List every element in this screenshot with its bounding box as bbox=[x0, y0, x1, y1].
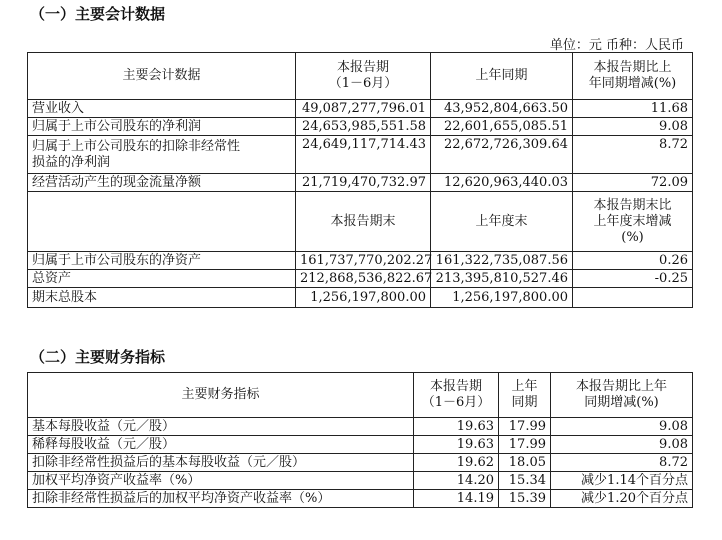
cell-change: 11.68 bbox=[573, 100, 693, 118]
header-cell: 上年同期 bbox=[431, 53, 573, 100]
header-cell bbox=[573, 192, 693, 252]
header-text: （1－6月） bbox=[328, 76, 398, 91]
header-cell bbox=[499, 373, 551, 418]
table-header-row bbox=[28, 53, 693, 100]
row-label: 归属于上市公司股东的净利润 bbox=[28, 118, 296, 136]
row-label-line: 归属于上市公司股东的扣除非经常性 bbox=[32, 138, 241, 154]
cell-current: 24,653,985,551.58 bbox=[296, 118, 431, 136]
cell-current: 49,087,277,796.01 bbox=[296, 100, 431, 118]
cell-current: 212,868,536,822.67 bbox=[296, 270, 431, 288]
row-label-line: 损益的净利润 bbox=[32, 154, 111, 170]
cell-change bbox=[573, 288, 693, 308]
header-text: (%) bbox=[621, 229, 644, 245]
header-text: 上年度末增减 bbox=[593, 213, 672, 229]
table-header-row bbox=[28, 192, 693, 252]
cell-prior: 17.99 bbox=[499, 436, 551, 454]
table-row bbox=[28, 136, 693, 174]
cell-change: 72.09 bbox=[573, 174, 693, 192]
cell-prior: 18.05 bbox=[499, 454, 551, 472]
table-header-row bbox=[28, 373, 693, 418]
row-label: 总资产 bbox=[28, 270, 296, 288]
cell-prior: 15.39 bbox=[499, 490, 551, 508]
header-cell bbox=[296, 53, 431, 100]
row-label bbox=[28, 136, 296, 174]
row-label: 基本每股收益（元／股） bbox=[28, 418, 414, 436]
header-cell-empty bbox=[28, 192, 296, 252]
header-text: 上年 bbox=[511, 379, 538, 394]
table-row bbox=[28, 454, 693, 472]
table-row bbox=[28, 270, 693, 288]
cell-prior: 22,672,726,309.64 bbox=[431, 136, 573, 174]
cell-prior: 1,256,197,800.00 bbox=[431, 288, 573, 308]
header-text: 同期 bbox=[511, 395, 538, 410]
cell-current: 1,256,197,800.00 bbox=[296, 288, 431, 308]
cell-current: 161,737,770,202.27 bbox=[296, 252, 431, 270]
header-cell: 主要财务指标 bbox=[28, 373, 414, 418]
header-text: 本报告期比上 bbox=[593, 60, 672, 75]
row-label: 营业收入 bbox=[28, 100, 296, 118]
header-text: （1－6月） bbox=[421, 395, 491, 410]
table-row bbox=[28, 118, 693, 136]
row-label: 归属于上市公司股东的净资产 bbox=[28, 252, 296, 270]
header-text: 同期增减(%) bbox=[584, 395, 659, 410]
row-label: 扣除非经常性损益后的加权平均净资产收益率（%） bbox=[28, 490, 414, 508]
table-row bbox=[28, 100, 693, 118]
table-row bbox=[28, 174, 693, 192]
unit-currency-label: 单位：元 币种：人民币 bbox=[549, 38, 684, 53]
header-text: 本报告期比上年 bbox=[575, 379, 667, 394]
section-title-accounting: （一）主要会计数据 bbox=[30, 5, 166, 23]
row-label: 稀释每股收益（元／股） bbox=[28, 436, 414, 454]
cell-prior: 161,322,735,087.56 bbox=[431, 252, 573, 270]
cell-change: 8.72 bbox=[551, 454, 693, 472]
financial-indicators-table bbox=[27, 372, 693, 508]
accounting-data-table bbox=[27, 52, 693, 308]
cell-change: 9.08 bbox=[551, 436, 693, 454]
cell-prior: 213,395,810,527.46 bbox=[431, 270, 573, 288]
cell-prior: 15.34 bbox=[499, 472, 551, 490]
table-row bbox=[28, 418, 693, 436]
cell-change: 减少1.20个百分点 bbox=[551, 490, 693, 508]
cell-change: 9.08 bbox=[573, 118, 693, 136]
cell-current: 19.63 bbox=[414, 418, 499, 436]
header-cell: 主要会计数据 bbox=[28, 53, 296, 100]
table-row bbox=[28, 288, 693, 308]
cell-current: 19.62 bbox=[414, 454, 499, 472]
cell-current: 24,649,117,714.43 bbox=[296, 136, 431, 174]
header-cell: 本报告期末 bbox=[296, 192, 431, 252]
cell-current: 19.63 bbox=[414, 436, 499, 454]
cell-current: 21,719,470,732.97 bbox=[296, 174, 431, 192]
table-row bbox=[28, 252, 693, 270]
cell-change: -0.25 bbox=[573, 270, 693, 288]
cell-prior: 12,620,963,440.03 bbox=[431, 174, 573, 192]
table-row bbox=[28, 436, 693, 454]
cell-change: 9.08 bbox=[551, 418, 693, 436]
cell-change: 减少1.14个百分点 bbox=[551, 472, 693, 490]
header-cell: 上年度末 bbox=[431, 192, 573, 252]
header-cell bbox=[573, 53, 693, 100]
cell-current: 14.19 bbox=[414, 490, 499, 508]
header-text: 本报告期 bbox=[336, 60, 389, 75]
cell-change: 8.72 bbox=[573, 136, 693, 174]
header-cell bbox=[414, 373, 499, 418]
cell-prior: 43,952,804,663.50 bbox=[431, 100, 573, 118]
table-row bbox=[28, 490, 693, 508]
cell-prior: 17.99 bbox=[499, 418, 551, 436]
cell-change: 0.26 bbox=[573, 252, 693, 270]
header-cell bbox=[551, 373, 693, 418]
header-text: 本报告期 bbox=[429, 379, 482, 394]
row-label: 扣除非经常性损益后的基本每股收益（元／股） bbox=[28, 454, 414, 472]
cell-prior: 22,601,655,085.51 bbox=[431, 118, 573, 136]
row-label: 加权平均净资产收益率（%） bbox=[28, 472, 414, 490]
row-label: 经营活动产生的现金流量净额 bbox=[28, 174, 296, 192]
header-text: 本报告期末比 bbox=[593, 197, 672, 213]
section-title-financial: （二）主要财务指标 bbox=[30, 348, 166, 366]
cell-current: 14.20 bbox=[414, 472, 499, 490]
table-row bbox=[28, 472, 693, 490]
header-text: 年同期增减(%) bbox=[588, 76, 677, 91]
row-label: 期末总股本 bbox=[28, 288, 296, 308]
